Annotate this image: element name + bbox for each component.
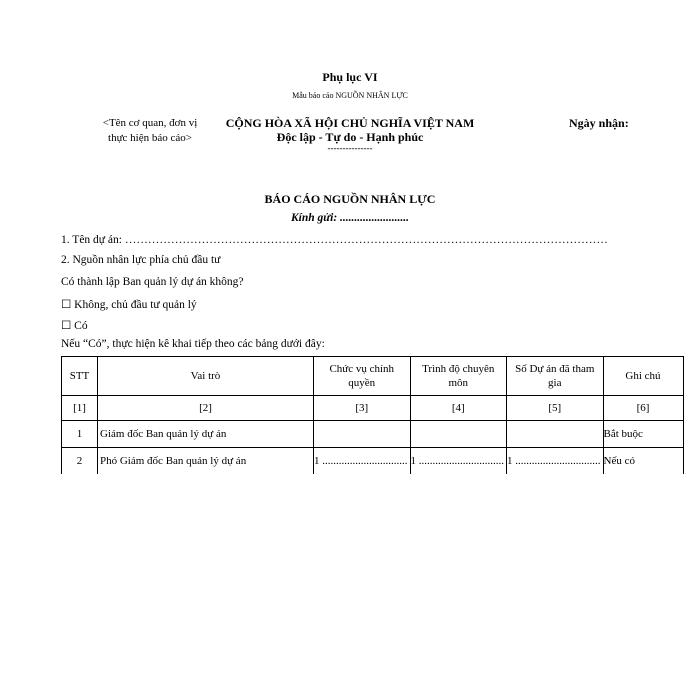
report-title: BÁO CÁO NGUỒN NHÂN LỰC [264, 192, 436, 206]
received-date-label: Ngày nhận: [569, 116, 629, 130]
option-yes-checkbox[interactable]: ☐ Có [61, 320, 88, 332]
row-note: Nếu có [603, 448, 683, 474]
row-position[interactable]: 1 ............................... [314, 448, 411, 474]
code-cell: [5] [507, 396, 604, 421]
row-stt: 1 [62, 421, 98, 448]
table-row [62, 421, 684, 448]
nation-line-2: Độc lập - Tự do - Hạnh phúc [276, 130, 424, 144]
pmb-question: Có thành lập Ban quản lý dự án không? [61, 276, 244, 288]
row-stt: 2 [62, 448, 98, 474]
row-qualification[interactable] [410, 421, 507, 448]
row-qualification[interactable]: 1 ............................... [410, 448, 507, 474]
form-subtitle: Mẫu báo cáo NGUỒN NHÂN LỰC [292, 91, 408, 100]
appendix-title: Phụ lục VI [322, 70, 378, 84]
header-note: Ghi chú [603, 357, 683, 396]
header-stt: STT [62, 357, 98, 396]
header-role: Vai trò [98, 357, 314, 396]
code-cell: [2] [98, 396, 314, 421]
row-role: Giám đốc Ban quản lý dự án [98, 421, 314, 448]
header-position: Chức vụ chính quyền [314, 357, 411, 396]
investor-hr-heading: 2. Nguồn nhân lực phía chủ đầu tư [61, 254, 221, 266]
code-cell: [1] [62, 396, 98, 421]
code-cell: [3] [314, 396, 411, 421]
hr-table [61, 356, 684, 474]
header-qualification: Trình độ chuyên môn [410, 357, 507, 396]
table-row [62, 448, 684, 474]
table-header-row [62, 357, 684, 396]
row-role: Phó Giám đốc Ban quản lý dự án [98, 448, 314, 474]
org-line-1: <Tên cơ quan, đơn vị [102, 117, 198, 129]
instruction-line: Nếu “Có”, thực hiện kê khai tiếp theo các bảng dưới đây: [61, 338, 325, 350]
org-line-2: thực hiện báo cáo> [108, 132, 192, 144]
code-cell: [4] [410, 396, 507, 421]
project-name-line: 1. Tên dự án: ……………………………………………………………………………………………………………… [61, 234, 608, 246]
nation-line-1: CỘNG HÒA XÃ HỘI CHỦ NGHĨA VIỆT NAM [225, 116, 475, 130]
option-no-checkbox[interactable]: ☐ Không, chủ đầu tư quản lý [61, 299, 197, 311]
row-projects[interactable] [507, 421, 604, 448]
addressee-line: Kính gửi: ........................ [290, 212, 410, 224]
nation-rule: --------------- [327, 143, 373, 153]
national-header [205, 116, 495, 153]
row-projects[interactable]: 1 ............................... [507, 448, 604, 474]
row-note: Bắt buộc [603, 421, 683, 448]
table-code-row [62, 396, 684, 421]
code-cell: [6] [603, 396, 683, 421]
row-position[interactable] [314, 421, 411, 448]
header-projects: Số Dự án đã tham gia [507, 357, 604, 396]
